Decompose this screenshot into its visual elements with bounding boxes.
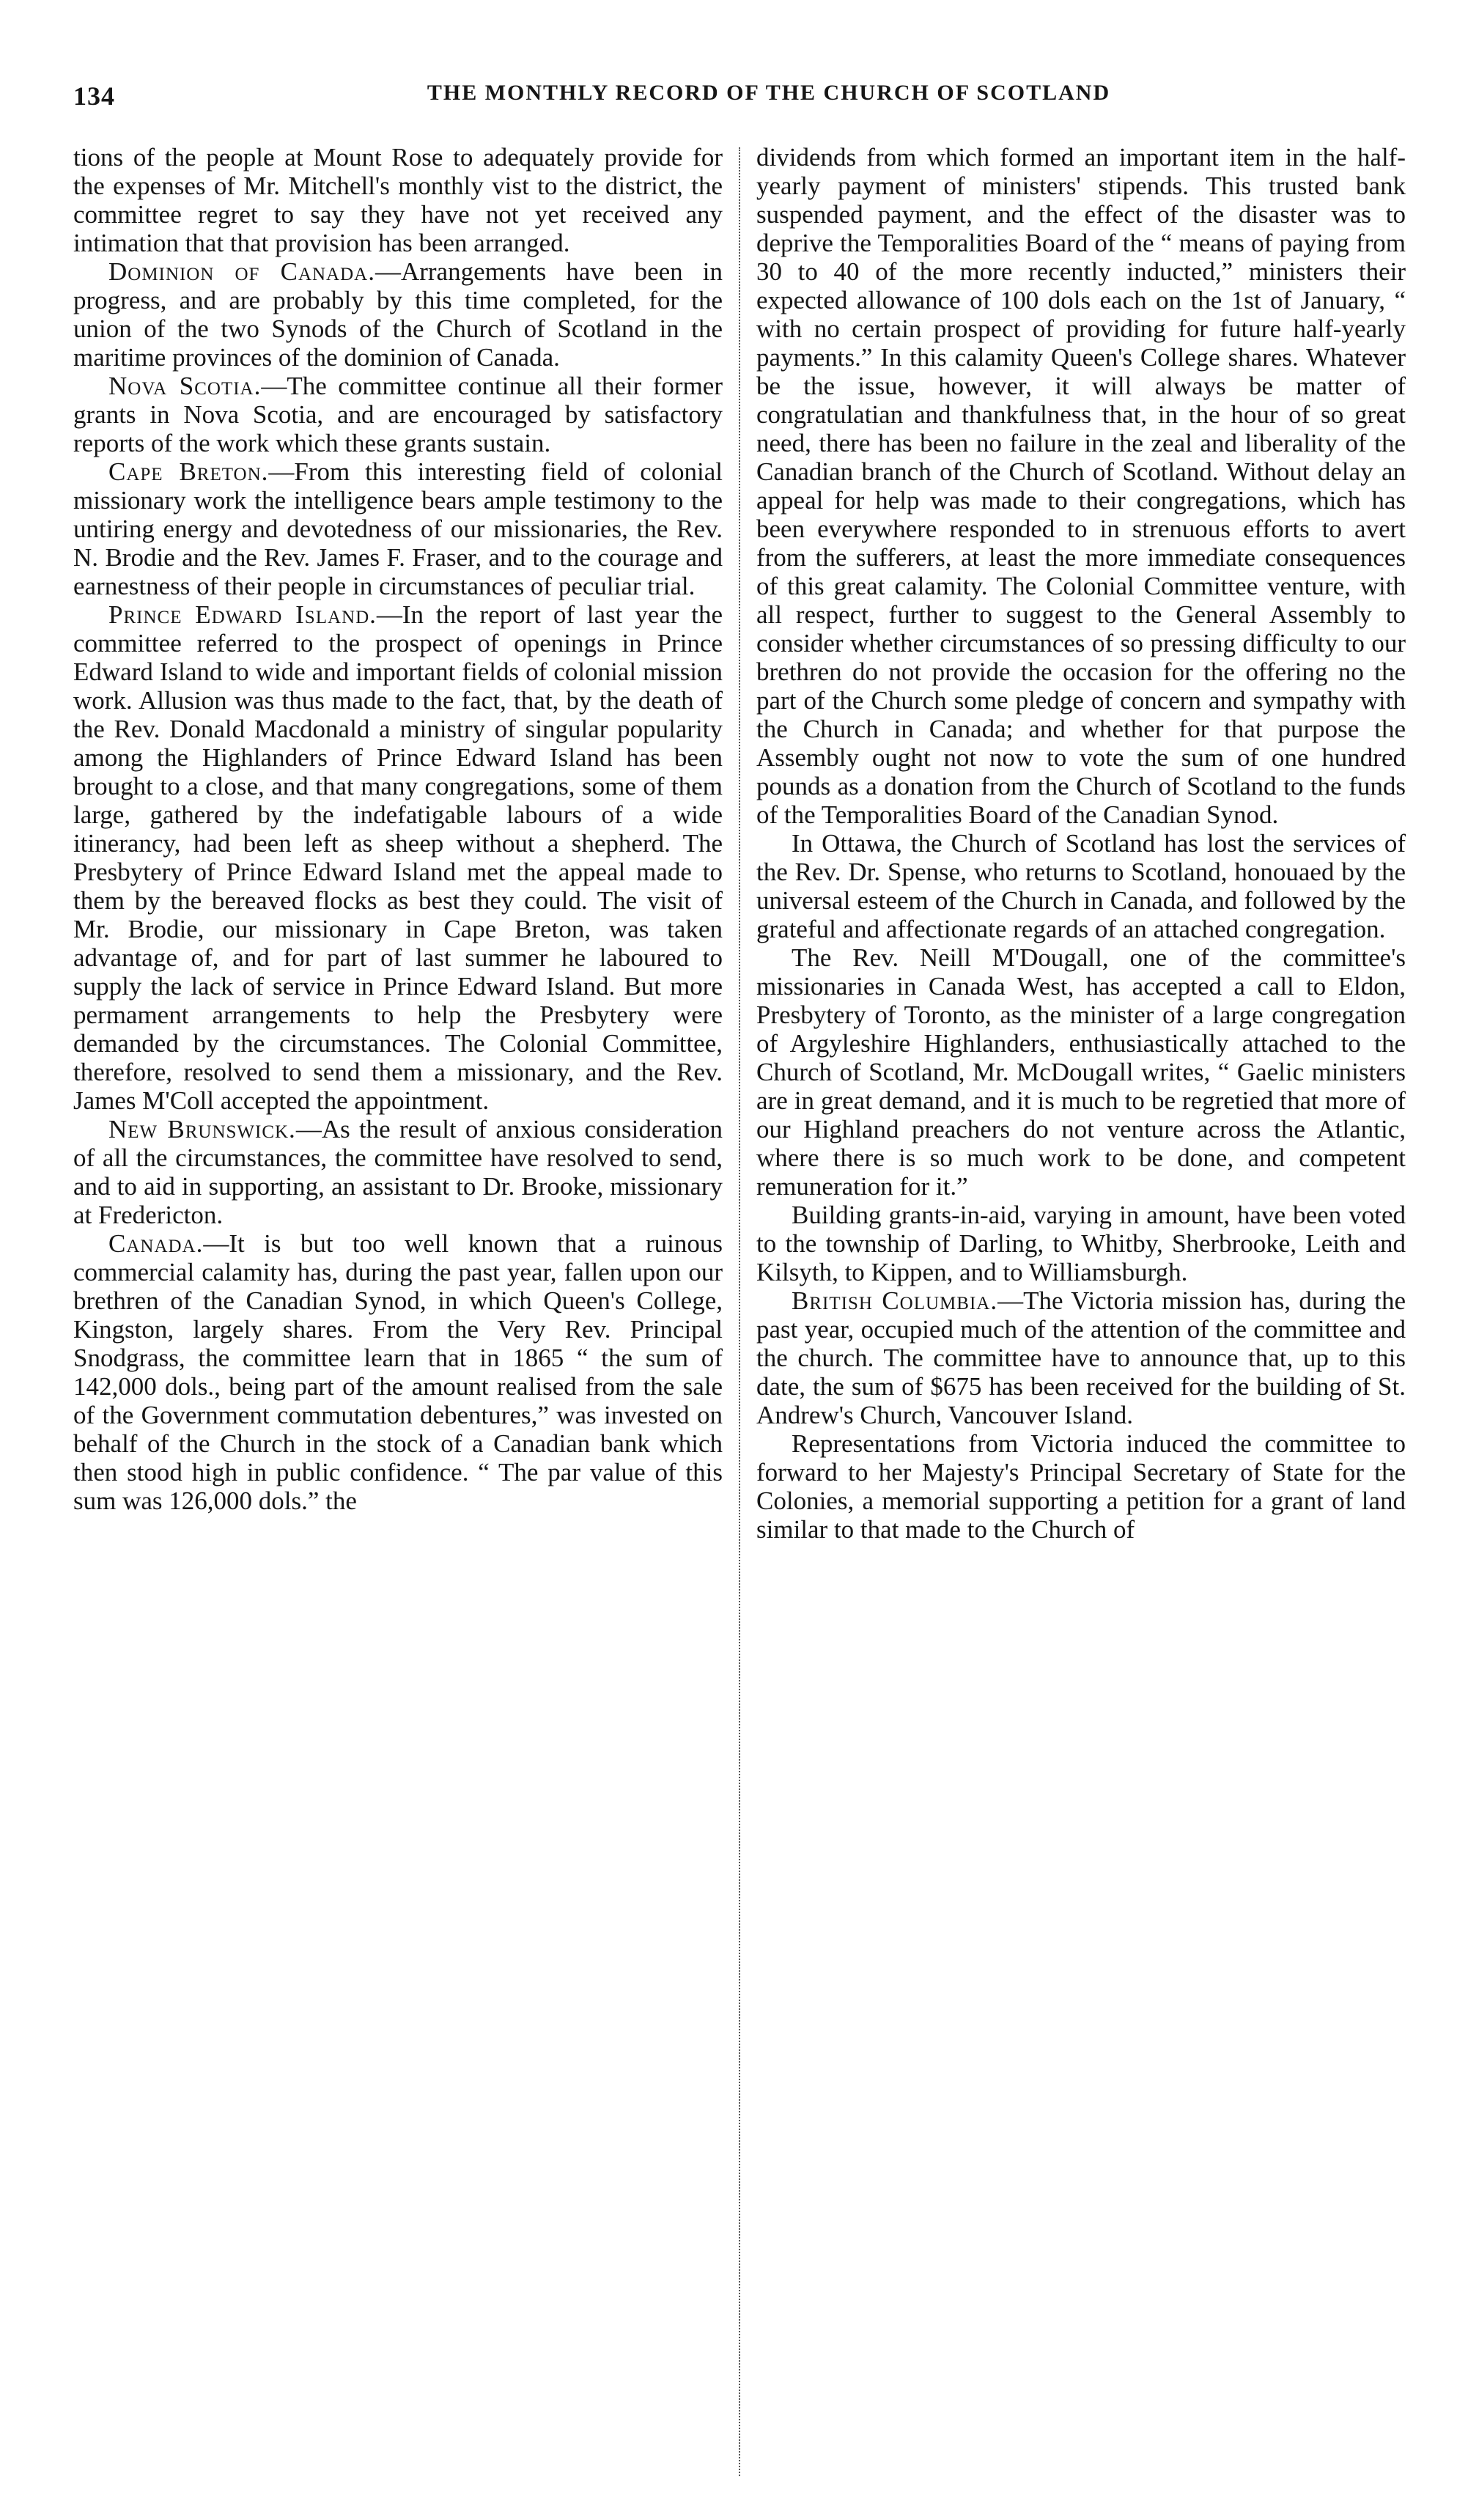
section-heading: New Brunswick. — [108, 1115, 296, 1143]
right-column — [740, 143, 1406, 2476]
paragraph-text: —Arrangements have been in progress, and are probably by this time completed, for the union of the two Synods of the Church of Scotland in the maritime provinces of the dominion of Canada. — [73, 257, 723, 372]
paragraph — [73, 143, 723, 257]
section-heading: British Columbia. — [792, 1286, 998, 1315]
paragraph-building-grants — [756, 1201, 1406, 1286]
page-number: 134 — [73, 81, 115, 111]
paragraph-text: —The Victoria mission has, during the past year, occupied much of the attention of the committee and the church. The committee have to announce that, up to this date, the sum of $675 has been received for the building of St. Andrew's Church, Vancouver Island. — [756, 1286, 1406, 1429]
paragraph-text: In Ottawa, the Church of Scotland has lost the services of the Rev. Dr. Spense, who returns to Scotland, honouaed by the universal esteem of the Church in Canada, and followed by the grateful and affectionate regards of an attached congregation. — [756, 829, 1406, 943]
paragraph-mdougall — [756, 943, 1406, 1201]
paragraph-british-columbia — [756, 1286, 1406, 1429]
paragraph-text: The Rev. Neill M'Dougall, one of the committee's missionaries in Canada West, has accepted a call to Eldon, Presbytery of Toronto, as the minister of a large congregation of Argyleshire Highlanders, enthusiastically attached to the Church of Scotland, Mr. McDougall writes, “ Gaelic ministers are in great demand, and it is much to be regretied that more of our Highland preachers do not venture across the Atlantic, where there is so much work to be done, and competent remuneration for it.” — [756, 943, 1406, 1201]
paragraph-text: —The committee continue all their former grants in Nova Scotia, and are encouraged by satisfactory reports of the work which these grants sustain. — [73, 372, 723, 457]
paragraph-canada — [73, 1229, 723, 1515]
page-header — [73, 81, 1406, 122]
running-title: THE MONTHLY RECORD OF THE CHURCH OF SCOTLAND — [427, 81, 1111, 105]
section-heading: Prince Edward Island. — [108, 600, 377, 629]
paragraph-victoria — [756, 1429, 1406, 1544]
paragraph-text: —From this interesting field of colonial missionary work the intelligence bears ample testimony to the untiring energy and devotedness of our missionaries, the Rev. N. Brodie and the Rev. James F. Fraser, and to the courage and earnestness of their people in circumstances of peculiar trial. — [73, 457, 723, 600]
paragraph-dominion-of-canada — [73, 257, 723, 372]
paragraph-text: Building grants-in-aid, varying in amount, have been voted to the township of Darling, to Whitby, Sherbrooke, Leith and Kilsyth, to Kippen, and to Williamsburgh. — [756, 1201, 1406, 1286]
paragraph-new-brunswick — [73, 1115, 723, 1229]
paragraph-nova-scotia — [73, 372, 723, 457]
section-heading: Cape Breton. — [108, 457, 269, 486]
section-heading: Nova Scotia. — [108, 372, 262, 400]
paragraph-prince-edward-island — [73, 600, 723, 1115]
paragraph-text: dividends from which formed an important item in the half-yearly payment of ministers' stipends. This trusted bank suspended payment, and the effect of the disaster was to deprive the Temporalities Board of the “ means of paying from 30 to 40 of the more recently inducted,” ministers their expected allowance of 100 dols each on the 1st of January, “ with no certain prospect of providing for future half-yearly payments.” In this calamity Queen's College shares. Whatever be the issue, however, it will always be matter of congratulatian and thankfulness that, in the hour of so great need, there has been no failure in the zeal and liberality of the Canadian branch of the Church of Scotland. Without delay an appeal for help was made to their congregations, which has been everywhere responded to in strenuous efforts to avert from the sufferers, at least the more immediate consequences of this great calamity. The Colonial Committee venture, with all respect, further to suggest to the General Assembly to consider whether circumstances of so pressing difficulty to our brethren do not provide the occasion for the offering no the part of the Church some pledge of concern and sympathy with the Church in Canada; and whether for that purpose the Assembly ought not now to vote the sum of one hundred pounds as a donation from the Church of Scotland to the funds of the Temporalities Board of the Canadian Synod. — [756, 143, 1406, 829]
paragraph-text: —As the result of anxious consideration of all the circumstances, the committee have resolved to send, and to aid in supporting, an assistant to Dr. Brooke, missionary at Fredericton. — [73, 1115, 723, 1229]
section-heading: Canada. — [108, 1229, 204, 1258]
left-column — [73, 143, 739, 2476]
paragraph — [756, 143, 1406, 829]
paragraph-text: —In the report of last year the committee referred to the prospect of openings in Prince Edward Island to wide and important fields of colonial mission work. Allusion was thus made to the fact, that, by the death of the Rev. Donald Macdonald a ministry of singular popularity among the Highlanders of Prince Edward Island has been brought to a close, and that many congregations, some of them large, gathered by the indefatigable labours of a wide itinerancy, had been left as sheep without a shepherd. The Presbytery of Prince Edward Island met the appeal made to them by the bereaved flocks as best they could. The visit of Mr. Brodie, our missionary in Cape Breton, was taken advantage of, and for part of last summer he laboured to supply the lack of service in Prince Edward Island. But more permament arrangements to help the Presbytery were demanded by the circumstances. The Colonial Committee, therefore, resolved to send them a missionary, and the Rev. James M'Coll accepted the appointment. — [73, 600, 723, 1115]
paragraph-cape-breton — [73, 457, 723, 600]
paragraph-text: —It is but too well known that a ruinous commercial calamity has, during the past year, fallen upon our brethren of the Canadian Synod, in which Queen's College, Kingston, largely shares. From the Very Rev. Principal Snodgrass, the committee learn that in 1865 “ the sum of 142,000 dols., being part of the amount realised from the sale of the Government commutation debentures,” was invested on behalf of the Church in the stock of a Canadian bank which then stood high in public confidence. “ The par value of this sum was 126,000 dols.” the — [73, 1229, 723, 1515]
section-heading: Dominion of Canada. — [108, 257, 375, 286]
paragraph-text: tions of the people at Mount Rose to adequately provide for the expenses of Mr. Mitchell's monthly vist to the district, the committee regret to say they have not yet received any intimation that that provision has been arranged. — [73, 143, 723, 257]
article-body — [73, 143, 1406, 2476]
paragraph-ottawa — [756, 829, 1406, 943]
paragraph-text: Representations from Victoria induced the committee to forward to her Majesty's Principal Secretary of State for the Colonies, a memorial supporting a petition for a grant of land similar to that made to the Church of — [756, 1429, 1406, 1544]
